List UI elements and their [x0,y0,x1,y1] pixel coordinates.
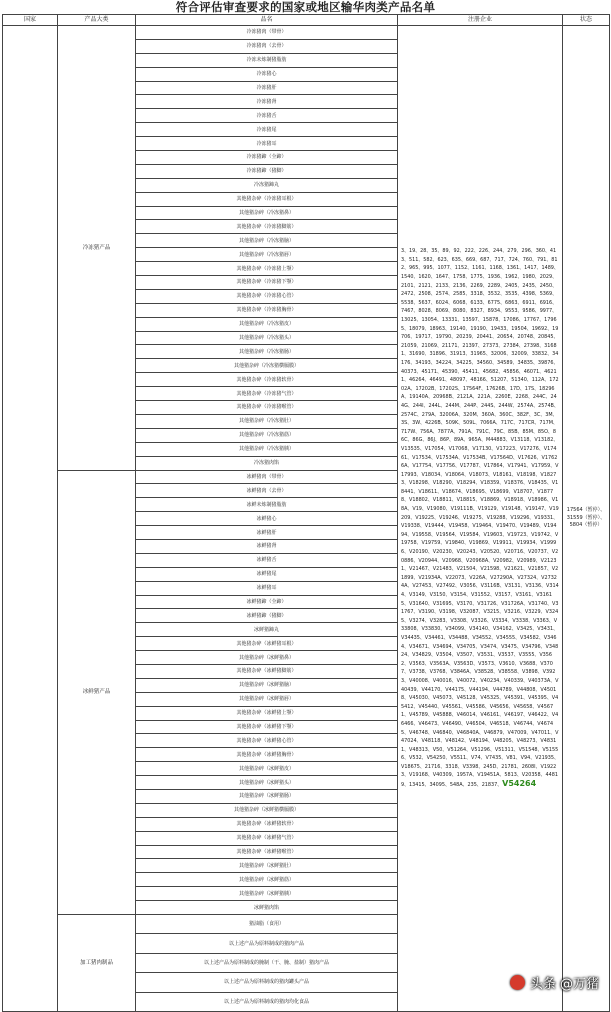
product-name-cell: 冷冻猪肉（带骨） [136,26,398,40]
product-name-cell: 以上述产品为原料制成的猪肉产品 [136,934,398,953]
product-name-cell: 冰鲜猪尾 [136,567,398,581]
product-name-cell: 冰鲜猪肉（去骨） [136,484,398,498]
product-name-cell: 冰鲜猪耳 [136,581,398,595]
watermark-text: 头条 @万猪 [529,977,599,992]
product-list-table [2,14,610,1012]
product-name-cell: 其他猪杂碎（冷冻猪脚筋） [136,220,398,234]
product-name-cell: 其他猪杂碎（冷冻猪皮） [136,317,398,331]
product-name-cell: 其他猪杂碎（冷冻猪耳根） [136,192,398,206]
product-name-cell: 其他猪杂碎（冰鲜猪肚） [136,859,398,873]
product-name-cell: 冷冻猪肉（去骨） [136,39,398,53]
product-name-cell: 其他猪杂碎（冷冻猪胰） [136,442,398,456]
enterprise-codes: 3、19、28、35、89、92、222、226、244、279、296、360、413、511、582、623、635、669、687、717、724、760、791、812、965、995、1077、1152、1161、1168、1361、1417、1489、1540、1620、1647、1758、1775、1936、1962、1980、2029、2101、2121、2133、2136、2269、2289、2405、2435、2450、2472、2508、2574、2585、3318、3532、3535、4398、5369、5538、5637、6024、6068、6133、6775、6863、6911、6916、7467、8028、8069、8080、8327、8934、9553、9586、9977、13025、13054、13331、13597、15878、17086、17767、17965、18079、18963、19140、19190、19433、19504、19692、19706、19717、19790、20239、20441、20654、20748、20845、21059、21069、21171、21397、27373、27384、27398、31681、31690、31896、31913、31965、32006、32009、33832、34176、34193、34224、34225、34560、34589、34835、39876、40373、45171、45390、45411、45682、45856、46071、46211、46264、46491、48097、48166、51207、51340、112A、17202A、17202B、17202S、17564F、17626B、17D、17S、18296A、19140A、20968B、2121A、221A、2260E、2268、244C、244G、244I、244L、244M、244P、244S、244W、2574A、2574B、2574C、279A、32006A、320M、360A、360C、382F、3C、3M、3S、3W、4226B、509K、509L、7066A、717C、717CR、717M、717W、756A、7877A、791A、791C、79C、85B、85M、85O、86C、86G、86J、86P、89A、965A、M44883、V13118、V13182、V13535、V17054、V17068、V17130、V17223、V17276、V17461、V17534、V17534A、V17534B、V17564D、V17626、V17626A、V17754、V17756、V17787、V17864、V17941、V17959、V17993、V18034、V18064、V18073、V18161、V18198、V18273、V18298、V18290、V18294、V18359、V18376、V18435、V18441、V18611、V18674、V18695、V18699、V18707、V18778、V18802、V18811、V18815、V18869、V18918、V18986、V18A、V19、V19080、V19111B、V19129、V19148、V19147、V19209、V19225、V19246、V19275、V19288、V19296、V19331、V19338、V19444、V19458、V19464、V19470、V19489、V19494、V19558、V19564、V19584、V19603、V19723、V19742、V19758、V19759、V19840、V19869、V19911、V19934、V19996、V20190、V20230、V20243、V20520、V20716、V20737、V20886、V20944、V20968、V20968A、V20982、V20989、V21231、V21467、V21483、V21504、V21598、V21621、V21857、V21899、V21934A、V22073、V226A、V27290A、V27324、V27324A、V27453、V27492、V3056、V3116B、V3131、V3136、V3144、V3149、V3150、V3154、V31552、V3157、V3161、V31615、V31640、V31695、V3170、V31726、V31726A、V31740、V31767、V3190、V3198、V32087、V3215、V3216、V3229、V3245、V3274、V3283、V3308、V3326、V3334、V3338、V3363、V33808、V33830、V34099、V34140、V34162、V3425、V3431、V34435、V34461、V34488、V34552、V34555、V34582、V3464、V34671、V34694、V34705、V3474、V3475、V34796、V34824、V34829、V3504、V3507、V3531、V3537、V3555、V3562、V3563、V3563A、V3563D、V3573、V3610、V3688、V3707、V3738、V3768、V3846A、V38528、V38558、V3898、V3923、V40008、V40016、V40072、V40234、V40339、V40373A、V40439、V44170、V44175、V44194、V44789、V44808、V45018、V45030、V45073、V45128、V45325、V45391、V45395、V45412、V45440、V45561、V45586、V45656、V45658、V45671、V45789、V45888、V46014、V46161、V46197、V46422、V46466、V46473、V46490、V46504、V46518、V46744、V46745、V46748、V46840、V46840A、V46879、V47009、V47011、V47024、V48118、V48142、V48194、V48205、V48273、V48311、V48313、V50、V51264、V51296、V51311、V51548、V51556、V532、V54250、V5511、V74、V7435、V81、V94、V21935、V18675、21716、3318、V3398、245D、21781、2608I、V19223、V19168、V40309、1957A、V19451A、5813、V20358、44819、13415、34095、548A、235、21837、 [401,248,559,789]
product-name-cell: 猪油脂（食用） [136,915,398,934]
product-name-cell: 冷冻猪舌 [136,109,398,123]
product-name-cell: 冷冻猪蹄（全蹄） [136,151,398,165]
product-name-cell: 冷冻猪肉馅 [136,456,398,470]
product-name-cell: 其他猪杂碎（冰鲜猪脚筋） [136,664,398,678]
product-name-cell: 冰鲜猪蹄丸 [136,623,398,637]
header-row [3,15,610,26]
product-name-cell: 冷冻猪肾 [136,95,398,109]
product-name-cell: 其他猪杂碎（冷冻猪胸骨） [136,303,398,317]
product-name-cell: 其他猪杂碎（冷冻猪肠） [136,345,398,359]
product-name-cell: 冰鲜猪肝 [136,526,398,540]
watermark [510,973,599,992]
header-product: 品名 [136,15,398,26]
product-name-cell: 其他猪杂碎（冰鲜猪胰） [136,887,398,901]
page-title: 符合评估审查要求的国家或地区输华肉类产品名单 [175,0,436,14]
product-name-cell: 其他猪杂碎（冰鲜猪唇） [136,692,398,706]
status-cell: 17564（暂停）、31559（暂停）、5804（暂停） [563,26,610,1012]
header-enterprises: 注册企业 [398,15,563,26]
product-name-cell: 其他猪杂碎（冰鲜猪脑） [136,678,398,692]
table-row [3,26,610,40]
product-name-cell: 其他猪杂碎（冷冻猪软骨） [136,373,398,387]
product-name-cell: 其他猪杂碎（冰鲜猪软骨） [136,817,398,831]
product-name-cell: 其他猪杂碎（冰鲜猪胸骨） [136,748,398,762]
product-name-cell: 冰鲜猪蹄（猪脚） [136,609,398,623]
product-name-cell: 以上述产品为原料制成的猪肉均化食品 [136,992,398,1011]
category-cell: 冰鲜猪产品 [58,470,136,915]
product-name-cell: 其他猪杂碎（冷冻猪气管） [136,387,398,401]
product-name-cell: 其他猪杂碎（冷冻猪头） [136,331,398,345]
product-name-cell: 冷冻猪尾 [136,123,398,137]
product-name-cell: 其他猪杂碎（冷冻猪心管） [136,289,398,303]
country-cell [3,26,58,1012]
header-category: 产品大类 [58,15,136,26]
product-name-cell: 冰鲜猪蹄（全蹄） [136,595,398,609]
product-name-cell: 其他猪杂碎（冰鲜猪皮） [136,762,398,776]
product-name-cell: 冷冻未炼制猪脂肪 [136,53,398,67]
product-name-cell: 其他猪杂碎（冰鲜猪肠） [136,789,398,803]
category-cell: 加工猪肉制品 [58,915,136,1012]
product-name-cell: 冰鲜猪肉馅 [136,901,398,915]
product-name-cell: 冰鲜猪心 [136,512,398,526]
product-name-cell: 冷冻猪心 [136,67,398,81]
product-name-cell: 其他猪杂碎（冷冻猪喉管） [136,401,398,415]
product-name-cell: 其他猪杂碎（冰鲜猪筋） [136,873,398,887]
header-status: 状态 [563,15,610,26]
product-name-cell: 其他猪杂碎（冰鲜猪头） [136,776,398,790]
product-name-cell: 冰鲜未炼制猪脂肪 [136,498,398,512]
product-name-cell: 冷冻猪肝 [136,81,398,95]
header-country: 国家 [3,15,58,26]
product-name-cell: 其他猪杂碎（冷冻猪唇） [136,248,398,262]
product-name-cell: 冷冻猪蹄（猪脚） [136,164,398,178]
product-name-cell: 其他猪杂碎（冷冻猪脑） [136,234,398,248]
product-name-cell: 其他猪杂碎（冰鲜猪气管） [136,831,398,845]
product-name-cell: 其他猪杂碎（冷冻猪鼻） [136,206,398,220]
product-name-cell: 以上述产品为原料制成的猪肉罐头产品 [136,973,398,992]
product-name-cell: 其他猪杂碎（冷冻猪肚） [136,414,398,428]
enterprises-cell [398,26,563,1012]
toutiao-logo-icon [510,975,525,990]
product-name-cell: 冷冻猪耳 [136,137,398,151]
product-name-cell: 冰鲜猪肉（带骨） [136,470,398,484]
product-name-cell: 其他猪杂碎（冷冻猪下颚） [136,276,398,290]
enterprise-code-highlight: V54264 [502,779,537,789]
category-cell: 冷冻猪产品 [58,26,136,471]
product-name-cell: 其他猪杂碎（冰鲜猪耳根） [136,637,398,651]
product-name-cell: 其他猪杂碎（冰鲜猪上颚） [136,706,398,720]
product-name-cell: 其他猪杂碎（冰鲜猪横膈膜） [136,803,398,817]
product-name-cell: 冰鲜猪肾 [136,539,398,553]
product-name-cell: 其他猪杂碎（冰鲜猪下颚） [136,720,398,734]
product-name-cell: 其他猪杂碎（冰鲜猪鼻） [136,651,398,665]
product-name-cell: 冷冻猪蹄丸 [136,178,398,192]
product-name-cell: 其他猪杂碎（冷冻猪横膈膜） [136,359,398,373]
product-name-cell: 其他猪杂碎（冷冻猪上颚） [136,262,398,276]
product-name-cell: 其他猪杂碎（冰鲜猪心管） [136,734,398,748]
product-name-cell: 以上述产品为原料制成的腌制（干、腌、盐制）猪肉产品 [136,953,398,972]
product-name-cell: 其他猪杂碎（冷冻猪筋） [136,428,398,442]
product-name-cell: 冰鲜猪舌 [136,553,398,567]
product-name-cell: 其他猪杂碎（冰鲜猪喉管） [136,845,398,859]
